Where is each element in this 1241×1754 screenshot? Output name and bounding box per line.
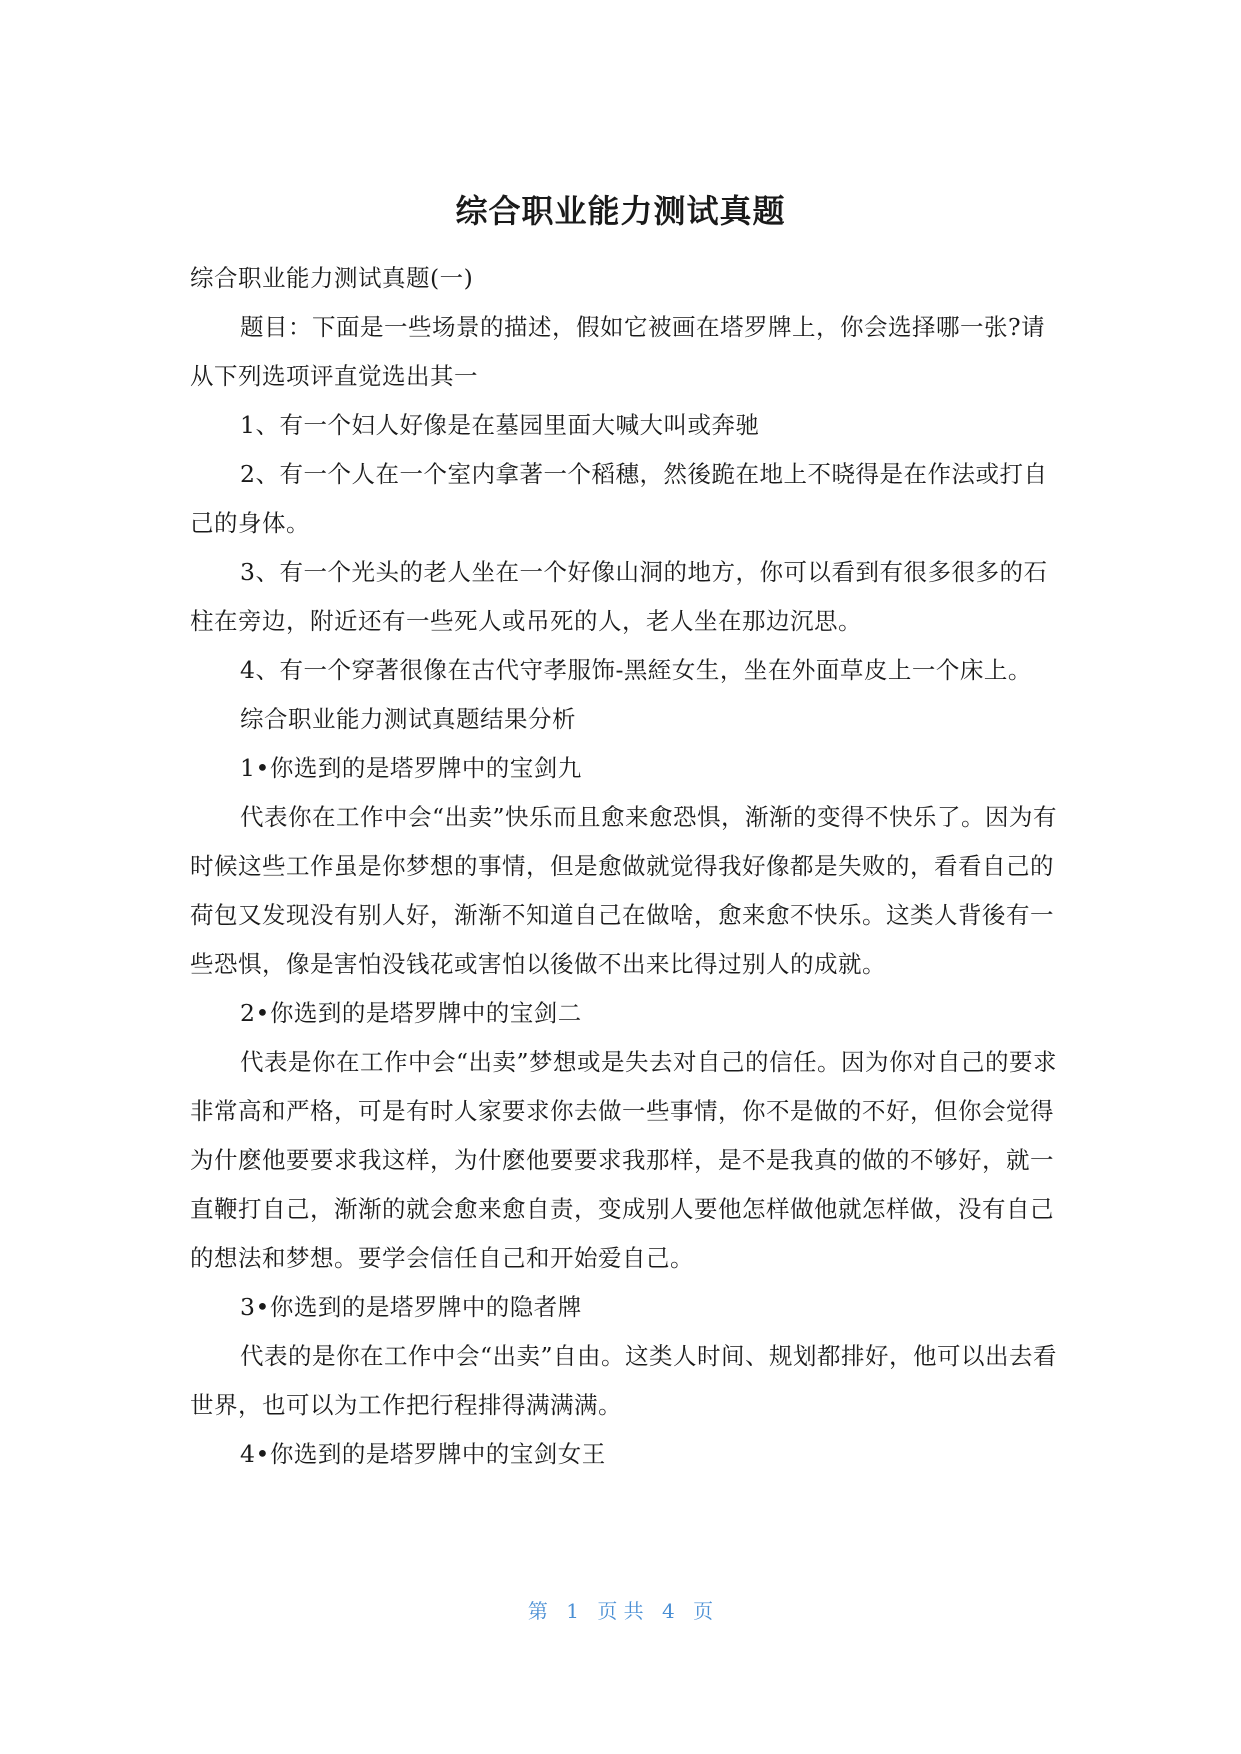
paragraph: 3•你选到的是塔罗牌中的隐者牌: [240, 1293, 582, 1321]
paragraph: 2•你选到的是塔罗牌中的宝剑二: [240, 999, 582, 1027]
paragraph: 4、有一个穿著很像在古代守孝服饰-黑絰女生，坐在外面草皮上一个床上。: [240, 656, 1032, 684]
document-title: 综合职业能力测试真题: [455, 192, 786, 230]
footer-label-page: 第: [527, 1599, 548, 1623]
paragraph: 1•你选到的是塔罗牌中的宝剑九: [240, 754, 582, 782]
paragraph: 4•你选到的是塔罗牌中的宝剑女王: [240, 1440, 606, 1468]
footer-current-page: 1: [566, 1599, 579, 1623]
paragraph: 题目：下面是一些场景的描述，假如它被画在塔罗牌上，你会选择哪一张?请从下列选项评直觉选出其一: [190, 313, 1046, 390]
footer-label-of: 页 共: [597, 1599, 644, 1623]
paragraph: 代表是你在工作中会“出卖”梦想或是失去对自己的信任。因为你对自己的要求非常高和严格，可是有时人家要求你去做一些事情，你不是做的不好，但你会觉得为什麽他要要求我这样，为什麽他要要求我那样，是不是我真的做的不够好，就一直鞭打自己，渐渐的就会愈来愈自责，变成别人要他怎样做他就怎样做，没有自己的想法和梦想。要学会信任自己和开始爱自己。: [190, 1048, 1058, 1272]
paragraph: 代表的是你在工作中会“出卖”自由。这类人时间、规划都排好，他可以出去看世界，也可以为工作把行程排得满满满。: [190, 1342, 1058, 1419]
paragraph: 综合职业能力测试真题(一): [190, 264, 474, 292]
paragraph: 3、有一个光头的老人坐在一个好像山洞的地方，你可以看到有很多很多的石柱在旁边，附近还有一些死人或吊死的人，老人坐在那边沉思。: [190, 558, 1048, 635]
footer-total-pages: 4: [662, 1599, 675, 1623]
paragraph: 代表你在工作中会“出卖”快乐而且愈来愈恐惧，渐渐的变得不快乐了。因为有时候这些工作虽是你梦想的事情，但是愈做就觉得我好像都是失败的，看看自己的荷包又发现没有别人好，渐渐不知道自己在做啥，愈来愈不快乐。这类人背後有一些恐惧，像是害怕没钱花或害怕以後做不出来比得过别人的成就。: [190, 803, 1058, 978]
paragraph: 1、有一个妇人好像是在墓园里面大喊大叫或奔驰: [240, 411, 760, 439]
footer-label-pages: 页: [693, 1599, 714, 1623]
paragraph: 2、有一个人在一个室内拿著一个稻穗，然後跪在地上不晓得是在作法或打自己的身体。: [190, 460, 1048, 537]
document-body: [190, 254, 1058, 1479]
page-footer: [0, 1596, 1241, 1626]
paragraph: 综合职业能力测试真题结果分析: [240, 705, 576, 733]
